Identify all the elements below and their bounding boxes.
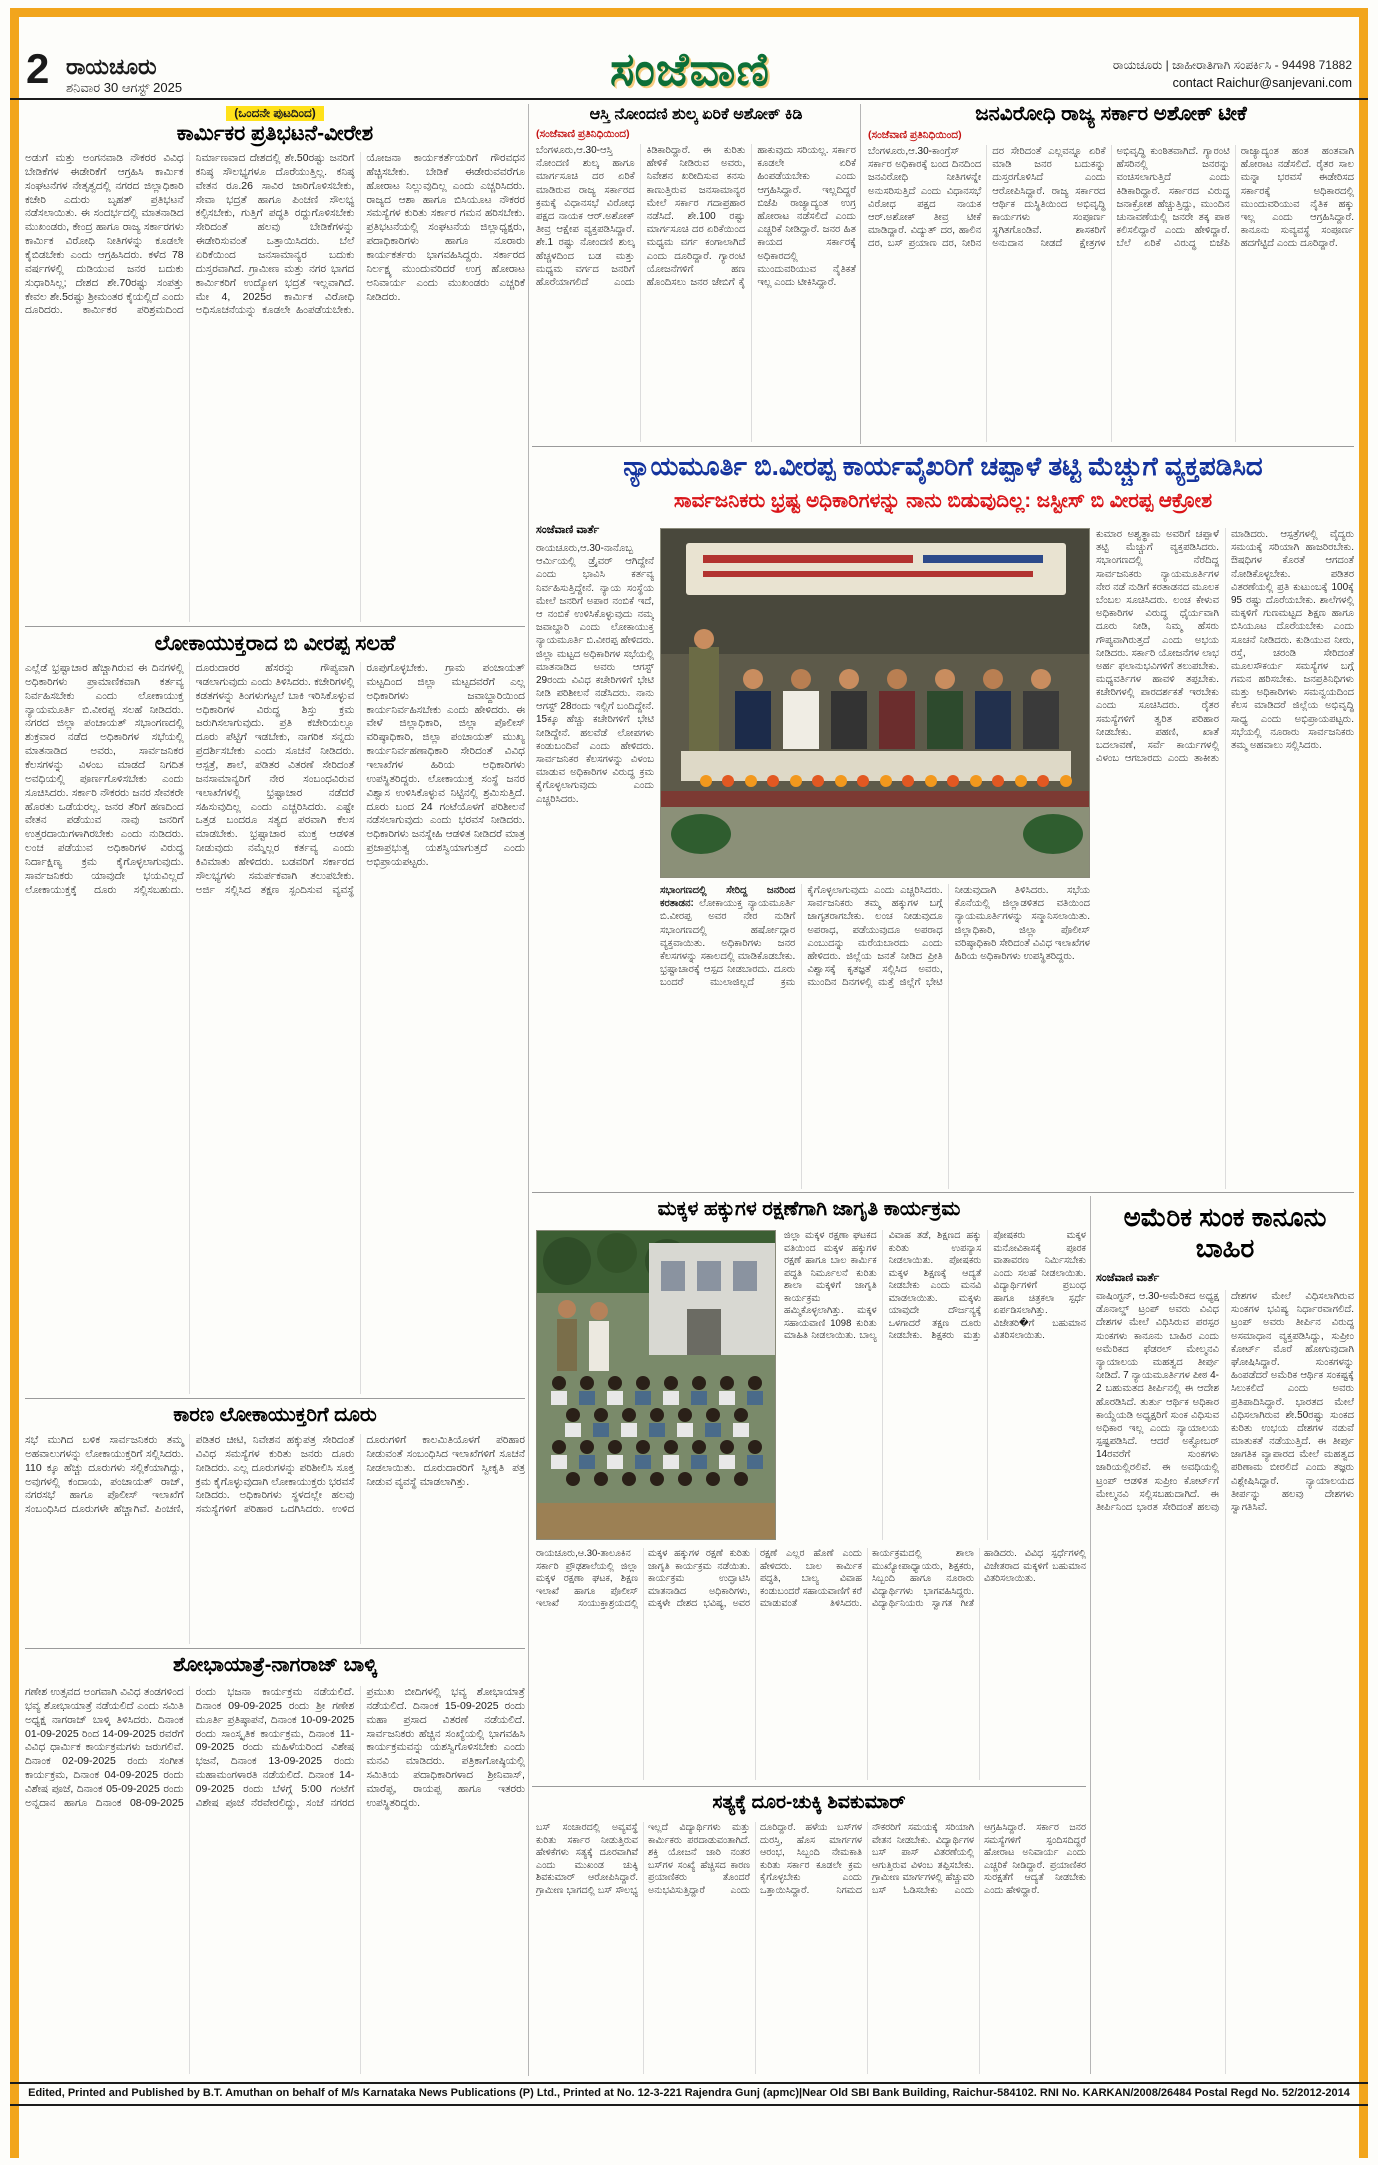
section-rule-1 (532, 446, 1354, 447)
labour-body: ಅಡುಗೆ ಮತ್ತು ಅಂಗನವಾಡಿ ನೌಕರರ ವಿವಿಧ ಬೇಡಿಕೆಗಳ ಈಡೇರಿಕೆಗೆ ಆಗ್ರಹಿಸಿ ಕಾರ್ಮಿಕ ಸಂಘಟನೆಗಳ ನೇತೃತ್ವದಲ್ಲಿ ನಗರದ ಜಿಲ್ಲಾಧಿಕಾರಿ ಕಚೇರಿ ಎದುರು ಬೃಹತ್ ಪ್ರತಿಭಟನೆ ನಡೆಸಲಾಯಿತು. ಈ ಸಂದರ್ಭದಲ್ಲಿ ಮಾತನಾಡಿದ ಮುಖಂಡರು, ಕೇಂದ್ರ ಹಾಗೂ ರಾಜ್ಯ ಸರ್ಕಾರಗಳು ಕಾರ್ಮಿಕ ವಿರೋಧಿ ನೀತಿಗಳನ್ನು ಕೂಡಲೇ ಕೈಬಿಡಬೇಕು ಎಂದು ಆಗ್ರಹಿಸಿದರು. ಕಳೆದ 78 ವರ್ಷಗಳಲ್ಲಿ ದುಡಿಯುವ ಜನರ ಬದುಕು ಸುಧಾರಿಸಿಲ್ಲ; ದೇಶದ ಶೇ.70ರಷ್ಟು ಸಂಪತ್ತು ಕೇವಲ ಶೇ.5ರಷ್ಟು ಶ್ರೀಮಂತರ ಕೈಯಲ್ಲಿದೆ ಎಂದು ದೂರಿದರು. ಕಾರ್ಮಿಕರ ಪರಿಶ್ರಮದಿಂದ ನಿರ್ಮಾಣವಾದ ದೇಶದಲ್ಲಿ ಶೇ.50ರಷ್ಟು ಜನರಿಗೆ ಕನಿಷ್ಠ ಸೌಲಭ್ಯಗಳೂ ದೊರೆಯುತ್ತಿಲ್ಲ. ಕನಿಷ್ಠ ವೇತನ ರೂ.26 ಸಾವಿರ ಜಾರಿಗೊಳಿಸಬೇಕು, ಸೇವಾ ಭದ್ರತೆ ಹಾಗೂ ಪಿಂಚಣಿ ಸೌಲಭ್ಯ ಕಲ್ಪಿಸಬೇಕು, ಗುತ್ತಿಗೆ ಪದ್ಧತಿ ರದ್ದುಗೊಳಿಸಬೇಕು ಸೇರಿದಂತೆ ಹಲವು ಬೇಡಿಕೆಗಳನ್ನು ಈಡೇರಿಸುವಂತೆ ಒತ್ತಾಯಿಸಿದರು. ಬೆಲೆ ಏರಿಕೆಯಿಂದ ಜನಸಾಮಾನ್ಯರ ಬದುಕು ದುಸ್ತರವಾಗಿದೆ. ಗ್ರಾಮೀಣ ಮತ್ತು ನಗರ ಭಾಗದ ಕಾರ್ಮಿಕರಿಗೆ ಉದ್ಯೋಗ ಭದ್ರತೆ ಇಲ್ಲವಾಗಿದೆ. ಮೇ 4, 2025ರ ಕಾರ್ಮಿಕ ವಿರೋಧಿ ಅಧಿಸೂಚನೆಯನ್ನು ಕೂಡಲೇ ಹಿಂಪಡೆಯಬೇಕು. ಯೋಜನಾ ಕಾರ್ಯಕರ್ತೆಯರಿಗೆ ಗೌರವಧನ ಹೆಚ್ಚಿಸಬೇಕು. ಬೇಡಿಕೆ ಈಡೇರುವವರೆಗೂ ಹೋರಾಟ ನಿಲ್ಲುವುದಿಲ್ಲ ಎಂದು ಎಚ್ಚರಿಸಿದರು. ರಾಜ್ಯದ ಆಶಾ ಹಾಗೂ ಬಿಸಿಯೂಟ ನೌಕರರ ಸಮಸ್ಯೆಗಳ ಕುರಿತು ಸರ್ಕಾರ ಗಮನ ಹರಿಸಬೇಕು. ಪ್ರತಿಭಟನೆಯಲ್ಲಿ ಸಂಘಟನೆಯ ಜಿಲ್ಲಾಧ್ಯಕ್ಷರು, ಪದಾಧಿಕಾರಿಗಳು ಹಾಗೂ ನೂರಾರು ಕಾರ್ಯಕರ್ತರು ಭಾಗವಹಿಸಿದ್ದರು. ಸರ್ಕಾರದ ನಿರ್ಲಕ್ಷ್ಯ ಮುಂದುವರಿದರೆ ಉಗ್ರ ಹೋರಾಟ ಅನಿವಾರ್ಯ ಎಂದು ಮುಖಂಡರು ಎಚ್ಚರಿಕೆ ನೀಡಿದರು. (25, 152, 525, 317)
justice-body-left: ರಾಯಚೂರು,ಆ.30-ನಾನೊಬ್ಬ ಆರ್ಮಿಯಲ್ಲಿ ಡ್ರೈವರ್ ಆಗಿದ್ದೇನೆ ಎಂದು ಭಾವಿಸಿ ಕರ್ತವ್ಯ ನಿರ್ವಹಿಸುತ್ತಿದ್ದೇನೆ. ನ್ಯಾಯ ಸಂಸ್ಥೆಯ ಮೇಲೆ ಜನರಿಗೆ ಅಪಾರ ನಂಬಿಕೆ ಇದೆ, ಆ ನಂಬಿಕೆ ಉಳಿಸಿಕೊಳ್ಳುವುದು ನಮ್ಮ ಜವಾಬ್ದಾರಿ ಎಂದು ಲೋಕಾಯುಕ್ತ ನ್ಯಾಯಮೂರ್ತಿ ಬಿ.ವೀರಪ್ಪ ಹೇಳಿದರು. ಜಿಲ್ಲಾ ಮಟ್ಟದ ಅಧಿಕಾರಿಗಳ ಸಭೆಯಲ್ಲಿ ಮಾತನಾಡಿದ ಅವರು ಆಗಸ್ಟ್ 29ರಂದು ವಿವಿಧ ಕಚೇರಿಗಳಿಗೆ ಭೇಟಿ ನೀಡಿ ಪರಿಶೀಲನೆ ನಡೆಸಿದರು. ನಾನು ಆಗಸ್ಟ್ 28ರಂದು ಇಲ್ಲಿಗೆ ಬಂದಿದ್ದೇನೆ. 15ಕ್ಕೂ ಹೆಚ್ಚು ಕಚೇರಿಗಳಿಗೆ ಭೇಟಿ ನೀಡಿದ್ದೇನೆ. ಹಲವೆಡೆ ಲೋಪಗಳು ಕಂಡುಬಂದಿವೆ ಎಂದು ಹೇಳಿದರು. ಸಾರ್ವಜನಿಕರ ಕೆಲಸಗಳನ್ನು ವಿಳಂಬ ಮಾಡುವ ಅಧಿಕಾರಿಗಳ ವಿರುದ್ಧ ಕ್ರಮ ಕೈಗೊಳ್ಳಲಾಗುವುದು ಎಂದು ಎಚ್ಚರಿಸಿದರು. (536, 543, 654, 805)
children-body-right: ಜಿಲ್ಲಾ ಮಕ್ಕಳ ರಕ್ಷಣಾ ಘಟಕದ ವತಿಯಿಂದ ಮಕ್ಕಳ ಹಕ್ಕುಗಳ ರಕ್ಷಣೆ ಹಾಗೂ ಬಾಲ ಕಾರ್ಮಿಕ ಪದ್ಧತಿ ನಿರ್ಮೂಲನೆ ಕುರಿತು ಶಾಲಾ ಮಕ್ಕಳಿಗೆ ಜಾಗೃತಿ ಕಾರ್ಯಕ್ರಮ ಹಮ್ಮಿಕೊಳ್ಳಲಾಗಿತ್ತು. ಮಕ್ಕಳ ಸಹಾಯವಾಣಿ 1098 ಕುರಿತು ಮಾಹಿತಿ ನೀಡಲಾಯಿತು. ಬಾಲ್ಯ ವಿವಾಹ ತಡೆ, ಶಿಕ್ಷಣದ ಹಕ್ಕು ಕುರಿತು ಉಪನ್ಯಾಸ ನೀಡಲಾಯಿತು. ಪೋಷಕರು ಮಕ್ಕಳ ಶಿಕ್ಷಣಕ್ಕೆ ಆದ್ಯತೆ ನೀಡಬೇಕು ಎಂದು ಮನವಿ ಮಾಡಲಾಯಿತು. ಮಕ್ಕಳು ಯಾವುದೇ ದೌರ್ಜನ್ಯಕ್ಕೆ ಒಳಗಾದರೆ ತಕ್ಷಣ ದೂರು ನೀಡಬೇಕು. ಶಿಕ್ಷಕರು ಮತ್ತು ಪೋಷಕರು ಮಕ್ಕಳ ಮನೋವಿಕಾಸಕ್ಕೆ ಪೂರಕ ವಾತಾವರಣ ನಿರ್ಮಿಸಬೇಕು ಎಂದು ಸಲಹೆ ನೀಡಲಾಯಿತು. ವಿದ್ಯಾರ್ಥಿಗಳಿಗೆ ಪ್ರಬಂಧ ಹಾಗೂ ಚಿತ್ರಕಲಾ ಸ್ಪರ್ಧೆ ಏರ್ಪಡಿಸಲಾಗಿತ್ತು. ವಿಜೇತರಿ�ಗೆ ಬಹುಮಾನ ವಿತರಿಸಲಾಯಿತು. (784, 1230, 1086, 1342)
property-byline: (ಸಂಜೆವಾಣಿ ಪ್ರತಿನಿಧಿಯಿಂದ) (536, 128, 630, 140)
contact-email: contact Raichur@sanjevani.com (1172, 76, 1352, 90)
satya-body: ಬಸ್ ಸಂಚಾರದಲ್ಲಿ ಅವ್ಯವಸ್ಥೆ ಕುರಿತು ಸರ್ಕಾರ ನೀಡುತ್ತಿರುವ ಹೇಳಿಕೆಗಳು ಸತ್ಯಕ್ಕೆ ದೂರವಾಗಿವೆ ಎಂದು ಮುಖಂಡ ಚುಕ್ಕಿ ಶಿವಕುಮಾರ್ ಆರೋಪಿಸಿದ್ದಾರೆ. ಗ್ರಾಮೀಣ ಭಾಗದಲ್ಲಿ ಬಸ್ ಸೌಲಭ್ಯ ಇಲ್ಲದೆ ವಿದ್ಯಾರ್ಥಿಗಳು ಮತ್ತು ಕಾರ್ಮಿಕರು ಪರದಾಡುವಂತಾಗಿದೆ. ಶಕ್ತಿ ಯೋಜನೆ ಜಾರಿ ನಂತರ ಬಸ್‌ಗಳ ಸಂಖ್ಯೆ ಹೆಚ್ಚಿಸದ ಕಾರಣ ಪ್ರಯಾಣಿಕರು ತೊಂದರೆ ಅನುಭವಿಸುತ್ತಿದ್ದಾರೆ ಎಂದು ದೂರಿದ್ದಾರೆ. ಹಳೆಯ ಬಸ್‌ಗಳ ದುರಸ್ತಿ, ಹೊಸ ಮಾರ್ಗಗಳ ಆರಂಭ, ಸಿಬ್ಬಂದಿ ನೇಮಕಾತಿ ಕುರಿತು ಸರ್ಕಾರ ಕೂಡಲೇ ಕ್ರಮ ಕೈಗೊಳ್ಳಬೇಕು ಎಂದು ಒತ್ತಾಯಿಸಿದ್ದಾರೆ. ನಿಗಮದ ನೌಕರರಿಗೆ ಸಮಯಕ್ಕೆ ಸರಿಯಾಗಿ ವೇತನ ನೀಡಬೇಕು. ವಿದ್ಯಾರ್ಥಿಗಳ ಬಸ್ ಪಾಸ್ ವಿತರಣೆಯಲ್ಲಿ ಆಗುತ್ತಿರುವ ವಿಳಂಬ ತಪ್ಪಿಸಬೇಕು. ಗ್ರಾಮೀಣ ಮಾರ್ಗಗಳಲ್ಲಿ ಹೆಚ್ಚುವರಿ ಬಸ್ ಓಡಿಸಬೇಕು ಎಂದು ಆಗ್ರಹಿಸಿದ್ದಾರೆ. ಸರ್ಕಾರ ಜನರ ಸಮಸ್ಯೆಗಳಿಗೆ ಸ್ಪಂದಿಸದಿದ್ದರೆ ಹೋರಾಟ ಅನಿವಾರ್ಯ ಎಂದು ಎಚ್ಚರಿಕೆ ನೀಡಿದ್ದಾರೆ. ಪ್ರಯಾಣಿಕರ ಸುರಕ್ಷತೆಗೆ ಆದ್ಯತೆ ನೀಡಬೇಕು ಎಂದು ಹೇಳಿದ್ದಾರೆ. (536, 1822, 1086, 1896)
footer-rule-top (10, 2082, 1368, 2084)
footer-rule-bottom (10, 2104, 1368, 2106)
page-number: 2 (26, 45, 50, 92)
procession-headline: ಶೋಭಾಯಾತ್ರೆ-ನಾಗರಾಜ್ ಬಾಳ್ಕಿ (172, 1654, 378, 1676)
justice-body-right: ಕುಮಾರ ಅಶ್ವತ್ಥಾಮ ಅವರಿಗೆ ಚಪ್ಪಾಳೆ ತಟ್ಟಿ ಮೆಚ್ಚುಗೆ ವ್ಯಕ್ತಪಡಿಸಿದರು. ಸಭಾಂಗಣದಲ್ಲಿ ನೆರೆದಿದ್ದ ಸಾರ್ವಜನಿಕರು ನ್ಯಾಯಮೂರ್ತಿಗಳ ನೇರ ನಡೆ ನುಡಿಗೆ ಕರತಾಡನದ ಮೂಲಕ ಬೆಂಬಲ ಸೂಚಿಸಿದರು. ಲಂಚ ಕೇಳುವ ಅಧಿಕಾರಿಗಳ ವಿರುದ್ಧ ಧೈರ್ಯವಾಗಿ ದೂರು ನೀಡಿ, ನಿಮ್ಮ ಹೆಸರು ಗೌಪ್ಯವಾಗಿರುತ್ತದೆ ಎಂದು ಅಭಯ ನೀಡಿದರು. ಸರ್ಕಾರಿ ಯೋಜನೆಗಳ ಲಾಭ ಅರ್ಹ ಫಲಾನುಭವಿಗಳಿಗೆ ತಲುಪಬೇಕು. ಮಧ್ಯವರ್ತಿಗಳ ಹಾವಳಿ ತಪ್ಪಬೇಕು. ಕಚೇರಿಗಳಲ್ಲಿ ಪಾರದರ್ಶಕತೆ ಇರಬೇಕು ಎಂದು ಸೂಚಿಸಿದರು. ರೈತರ ಸಮಸ್ಯೆಗಳಿಗೆ ತ್ವರಿತ ಪರಿಹಾರ ನೀಡಬೇಕು. ಪಹಣಿ, ಖಾತೆ ಬದಲಾವಣೆ, ಸರ್ವೆ ಕಾರ್ಯಗಳಲ್ಲಿ ವಿಳಂಬ ಆಗಬಾರದು ಎಂದು ತಾಕೀತು ಮಾಡಿದರು. ಆಸ್ಪತ್ರೆಗಳಲ್ಲಿ ವೈದ್ಯರು ಸಮಯಕ್ಕೆ ಸರಿಯಾಗಿ ಹಾಜರಿರಬೇಕು. ಔಷಧಿಗಳ ಕೊರತೆ ಆಗದಂತೆ ನೋಡಿಕೊಳ್ಳಬೇಕು. ಪಡಿತರ ವಿತರಣೆಯಲ್ಲಿ ಪ್ರತಿ ಕುಟುಂಬಕ್ಕೆ 100ಕ್ಕೆ 95 ರಷ್ಟು ದೊರೆಯಬೇಕು. ಶಾಲೆಗಳಲ್ಲಿ ಮಕ್ಕಳಿಗೆ ಗುಣಮಟ್ಟದ ಶಿಕ್ಷಣ ಹಾಗೂ ಬಿಸಿಯೂಟ ದೊರೆಯಬೇಕು ಎಂದು ಸೂಚನೆ ನೀಡಿದರು. ಕುಡಿಯುವ ನೀರು, ರಸ್ತೆ, ಚರಂಡಿ ಸೇರಿದಂತೆ ಮೂಲಸೌಕರ್ಯ ಸಮಸ್ಯೆಗಳ ಬಗ್ಗೆ ಗಮನ ಹರಿಸಬೇಕು. ಜನಪ್ರತಿನಿಧಿಗಳು ಮತ್ತು ಅಧಿಕಾರಿಗಳು ಸಮನ್ವಯದಿಂದ ಕೆಲಸ ಮಾಡಿದರೆ ಜಿಲ್ಲೆಯ ಅಭಿವೃದ್ಧಿ ಸಾಧ್ಯ ಎಂದು ಅಭಿಪ್ರಾಯಪಟ್ಟರು. ಸಭೆಯಲ್ಲಿ ನೂರಾರು ಸಾರ್ವಜನಿಕರು ತಮ್ಮ ಅಹವಾಲು ಸಲ್ಲಿಸಿದರು. (1096, 529, 1354, 765)
justice-body-bottom (660, 884, 1090, 1189)
children-body-bottom: ರಾಯಚೂರು,ಆ.30-ತಾಲೂಕಿನ ಸರ್ಕಾರಿ ಪ್ರೌಢಶಾಲೆಯಲ್ಲಿ ಜಿಲ್ಲಾ ಮಕ್ಕಳ ರಕ್ಷಣಾ ಘಟಕ, ಶಿಕ್ಷಣ ಇಲಾಖೆ ಹಾಗೂ ಪೊಲೀಸ್ ಇಲಾಖೆ ಸಂಯುಕ್ತಾಶ್ರಯದಲ್ಲಿ ಮಕ್ಕಳ ಹಕ್ಕುಗಳ ರಕ್ಷಣೆ ಕುರಿತು ಜಾಗೃತಿ ಕಾರ್ಯಕ್ರಮ ನಡೆಯಿತು. ಕಾರ್ಯಕ್ರಮ ಉದ್ಘಾಟಿಸಿ ಮಾತನಾಡಿದ ಅಧಿಕಾರಿಗಳು, ಮಕ್ಕಳೇ ದೇಶದ ಭವಿಷ್ಯ, ಅವರ ರಕ್ಷಣೆ ಎಲ್ಲರ ಹೊಣೆ ಎಂದು ಹೇಳಿದರು. ಬಾಲ ಕಾರ್ಮಿಕ ಪದ್ಧತಿ, ಬಾಲ್ಯ ವಿವಾಹ ಕಂಡುಬಂದರೆ ಸಹಾಯವಾಣಿಗೆ ಕರೆ ಮಾಡುವಂತೆ ತಿಳಿಸಿದರು. ಕಾರ್ಯಕ್ರಮದಲ್ಲಿ ಶಾಲಾ ಮುಖ್ಯೋಪಾಧ್ಯಾಯರು, ಶಿಕ್ಷಕರು, ಸಿಬ್ಬಂದಿ ಹಾಗೂ ನೂರಾರು ವಿದ್ಯಾರ್ಥಿಗಳು ಭಾಗವಹಿಸಿದ್ದರು. ವಿದ್ಯಾರ್ಥಿನಿಯರು ಸ್ವಾಗತ ಗೀತೆ ಹಾಡಿದರು. ವಿವಿಧ ಸ್ಪರ್ಧೆಗಳಲ್ಲಿ ವಿಜೇತರಾದ ಮಕ್ಕಳಿಗೆ ಬಹುಮಾನ ವಿತರಿಸಲಾಯಿತು. (536, 1548, 1086, 1610)
america-body: ವಾಷಿಂಗ್ಟನ್, ಆ.30-ಅಮೆರಿಕದ ಅಧ್ಯಕ್ಷ ಡೊನಾಲ್ಡ್ ಟ್ರಂಪ್ ಅವರು ವಿವಿಧ ದೇಶಗಳ ಮೇಲೆ ವಿಧಿಸಿರುವ ಪರಸ್ಪರ ಸುಂಕಗಳು ಕಾನೂನು ಬಾಹಿರ ಎಂದು ಅಮೆರಿಕದ ಫೆಡರಲ್ ಮೇಲ್ಮನವಿ ನ್ಯಾಯಾಲಯ ಮಹತ್ವದ ತೀರ್ಪು ನೀಡಿದೆ. 7 ನ್ಯಾಯಮೂರ್ತಿಗಳ ಪೀಠ 4-2 ಬಹುಮತದ ತೀರ್ಪಿನಲ್ಲಿ ಈ ಆದೇಶ ಹೊರಡಿಸಿದೆ. ತುರ್ತು ಆರ್ಥಿಕ ಅಧಿಕಾರ ಕಾಯ್ದೆಯಡಿ ಅಧ್ಯಕ್ಷರಿಗೆ ಸುಂಕ ವಿಧಿಸುವ ಅಧಿಕಾರ ಇಲ್ಲ ಎಂದು ನ್ಯಾಯಾಲಯ ಸ್ಪಷ್ಟಪಡಿಸಿದೆ. ಆದರೆ ಅಕ್ಟೋಬರ್ 14ರವರೆಗೆ ಸುಂಕಗಳು ಜಾರಿಯಲ್ಲಿರಲಿವೆ. ಈ ಅವಧಿಯಲ್ಲಿ ಟ್ರಂಪ್ ಆಡಳಿತ ಸುಪ್ರೀಂ ಕೋರ್ಟ್‌ಗೆ ಮೇಲ್ಮನವಿ ಸಲ್ಲಿಸಬಹುದಾಗಿದೆ. ಈ ತೀರ್ಪಿನಿಂದ ಭಾರತ ಸೇರಿದಂತೆ ಹಲವು ದೇಶಗಳ ಮೇಲೆ ವಿಧಿಸಲಾಗಿರುವ ಸುಂಕಗಳ ಭವಿಷ್ಯ ನಿರ್ಧಾರವಾಗಲಿದೆ. ಟ್ರಂಪ್ ಅವರು ತೀರ್ಪಿನ ವಿರುದ್ಧ ಅಸಮಾಧಾನ ವ್ಯಕ್ತಪಡಿಸಿದ್ದು, ಸುಪ್ರೀಂ ಕೋರ್ಟ್ ಮೊರೆ ಹೋಗುವುದಾಗಿ ಘೋಷಿಸಿದ್ದಾರೆ. ಸುಂಕಗಳನ್ನು ಹಿಂಪಡೆದರೆ ಅಮೆರಿಕ ಆರ್ಥಿಕ ಸಂಕಷ್ಟಕ್ಕೆ ಸಿಲುಕಲಿದೆ ಎಂದು ಅವರು ಪ್ರತಿಪಾದಿಸಿದ್ದಾರೆ. ಭಾರತದ ಮೇಲೆ ವಿಧಿಸಲಾಗಿರುವ ಶೇ.50ರಷ್ಟು ಸುಂಕದ ಕುರಿತು ಉಭಯ ದೇಶಗಳ ನಡುವೆ ಮಾತುಕತೆ ನಡೆಯುತ್ತಿದೆ. ಈ ತೀರ್ಪು ಜಾಗತಿಕ ವ್ಯಾಪಾರದ ಮೇಲೆ ಮಹತ್ವದ ಪರಿಣಾಮ ಬೀರಲಿದೆ ಎಂದು ತಜ್ಞರು ವಿಶ್ಲೇಷಿಸಿದ್ದಾರೆ. ನ್ಯಾಯಾಲಯದ ತೀರ್ಪನ್ನು ಹಲವು ದೇಶಗಳು ಸ್ವಾಗತಿಸಿವೆ. (1096, 1291, 1354, 1513)
procession-body: ಗಣೇಶ ಉತ್ಸವದ ಅಂಗವಾಗಿ ವಿವಿಧ ತಂಡಗಳಿಂದ ಭವ್ಯ ಶೋಭಾಯಾತ್ರೆ ನಡೆಯಲಿದೆ ಎಂದು ಸಮಿತಿ ಅಧ್ಯಕ್ಷ ನಾಗರಾಜ್ ಬಾಳ್ಕಿ ತಿಳಿಸಿದರು. ದಿನಾಂಕ 01-09-2025 ರಿಂದ 14-09-2025 ರವರೆಗೆ ವಿವಿಧ ಧಾರ್ಮಿಕ ಕಾರ್ಯಕ್ರಮಗಳು ಜರುಗಲಿವೆ. ದಿನಾಂಕ 02-09-2025 ರಂದು ಸಂಗೀತ ಕಾರ್ಯಕ್ರಮ, ದಿನಾಂಕ 04-09-2025 ರಂದು ವಿಶೇಷ ಪೂಜೆ, ದಿನಾಂಕ 05-09-2025 ರಂದು ಅನ್ನದಾನ ಹಾಗೂ ದಿನಾಂಕ 08-09-2025 ರಂದು ಭಜನಾ ಕಾರ್ಯಕ್ರಮ ನಡೆಯಲಿದೆ. ದಿನಾಂಕ 09-09-2025 ರಂದು ಶ್ರೀ ಗಣೇಶ ಮೂರ್ತಿ ಪ್ರತಿಷ್ಠಾಪನೆ, ದಿನಾಂಕ 10-09-2025 ರಂದು ಸಾಂಸ್ಕೃತಿಕ ಕಾರ್ಯಕ್ರಮ, ದಿನಾಂಕ 11-09-2025 ರಂದು ಮಹಿಳೆಯರಿಂದ ವಿಶೇಷ ಭಜನೆ, ದಿನಾಂಕ 13-09-2025 ರಂದು ಮಹಾಮಂಗಳಾರತಿ ನಡೆಯಲಿದೆ. ದಿನಾಂಕ 14-09-2025 ರಂದು ಬೆಳಗ್ಗೆ 5:00 ಗಂಟೆಗೆ ವಿಶೇಷ ಪೂಜೆ ನೆರವೇರಲಿದ್ದು, ಸಂಜೆ ನಗರದ ಪ್ರಮುಖ ಬೀದಿಗಳಲ್ಲಿ ಭವ್ಯ ಶೋಭಾಯಾತ್ರೆ ನಡೆಯಲಿದೆ. ದಿನಾಂಕ 15-09-2025 ರಂದು ಮಹಾ ಪ್ರಸಾದ ವಿತರಣೆ ನಡೆಯಲಿದೆ. ಸಾರ್ವಜನಿಕರು ಹೆಚ್ಚಿನ ಸಂಖ್ಯೆಯಲ್ಲಿ ಭಾಗವಹಿಸಿ ಕಾರ್ಯಕ್ರಮವನ್ನು ಯಶಸ್ವಿಗೊಳಿಸಬೇಕು ಎಂದು ಮನವಿ ಮಾಡಿದರು. ಪತ್ರಿಕಾಗೋಷ್ಠಿಯಲ್ಲಿ ಸಮಿತಿಯ ಪದಾಧಿಕಾರಿಗಳಾದ ಶ್ರೀನಿವಾಸ್, ಮಾರೆಪ್ಪ, ರಾಯಪ್ಪ ಹಾಗೂ ಇತರರು ಉಪಸ್ಥಿತರಿದ್ದರು. (25, 1686, 525, 1809)
labour-headline: ಕಾರ್ಮಿಕರ ಪ್ರತಿಭಟನೆ-ವೀರೇಶ (176, 122, 374, 145)
event-photo (660, 528, 1090, 878)
justice-photo-caption: ಸಭಾಂಗಣದಲ್ಲಿ ಸೇರಿದ್ದ ಜನರಿಂದ ಕರತಾಡನ: (660, 885, 796, 910)
left-divider-1 (25, 626, 525, 627)
justice-bottom-text: ಲೋಕಾಯುಕ್ತ ನ್ಯಾಯಮೂರ್ತಿ ಬಿ.ವೀರಪ್ಪ ಅವರ ನೇರ ನುಡಿಗೆ ಸಭಾಂಗಣದಲ್ಲಿ ಹರ್ಷೋದ್ಗಾರ ವ್ಯಕ್ತವಾಯಿತು. ಅಧಿಕಾರಿಗಳು ಜನರ ಕೆಲಸಗಳನ್ನು ಸಕಾಲದಲ್ಲಿ ಮಾಡಿಕೊಡಬೇಕು. ಭ್ರಷ್ಟಾಚಾರಕ್ಕೆ ಆಸ್ಪದ ನೀಡಬಾರದು. ದೂರು ಬಂದರೆ ಮುಲಾಜಿಲ್ಲದೆ ಕ್ರಮ ಕೈಗೊಳ್ಳಲಾಗುವುದು ಎಂದು ಎಚ್ಚರಿಸಿದರು. ಸಾರ್ವಜನಿಕರು ತಮ್ಮ ಹಕ್ಕುಗಳ ಬಗ್ಗೆ ಜಾಗೃತರಾಗಬೇಕು. ಲಂಚ ನೀಡುವುದೂ ಅಪರಾಧ, ಪಡೆಯುವುದೂ ಅಪರಾಧ ಎಂಬುದನ್ನು ಮರೆಯಬಾರದು ಎಂದು ಹೇಳಿದರು. ಜಿಲ್ಲೆಯ ಜನತೆ ನೀಡಿದ ಪ್ರೀತಿ ವಿಶ್ವಾಸಕ್ಕೆ ಕೃತಜ್ಞತೆ ಸಲ್ಲಿಸಿದ ಅವರು, ಮುಂದಿನ ದಿನಗಳಲ್ಲಿ ಮತ್ತೆ ಜಿಲ್ಲೆಗೆ ಭೇಟಿ ನೀಡುವುದಾಗಿ ತಿಳಿಸಿದರು. ಸಭೆಯ ಕೊನೆಯಲ್ಲಿ ಜಿಲ್ಲಾಡಳಿತದ ವತಿಯಿಂದ ನ್ಯಾಯಮೂರ್ತಿಗಳನ್ನು ಸನ್ಮಾನಿಸಲಾಯಿತು. ಜಿಲ್ಲಾಧಿಕಾರಿ, ಜಿಲ್ಲಾ ಪೊಲೀಸ್ ವರಿಷ್ಠಾಧಿಕಾರಿ ಸೇರಿದಂತೆ ವಿವಿಧ ಇಲಾಖೆಗಳ ಹಿರಿಯ ಅಧಿಕಾರಿಗಳು ಉಪಸ್ಥಿತರಿದ್ದರು. (660, 885, 1090, 989)
column-rule-midtop (860, 104, 861, 444)
justice-byline: ಸಂಜೆವಾಣಿ ವಾರ್ತೆ (536, 524, 600, 536)
advice-body: ಎಲ್ಲೆಡೆ ಭ್ರಷ್ಟಾಚಾರ ಹೆಚ್ಚಾಗಿರುವ ಈ ದಿನಗಳಲ್ಲಿ ಅಧಿಕಾರಿಗಳು ಪ್ರಾಮಾಣಿಕವಾಗಿ ಕರ್ತವ್ಯ ನಿರ್ವಹಿಸಬೇಕು ಎಂದು ಲೋಕಾಯುಕ್ತ ನ್ಯಾಯಮೂರ್ತಿ ಬಿ.ವೀರಪ್ಪ ಸಲಹೆ ನೀಡಿದರು. ನಗರದ ಜಿಲ್ಲಾ ಪಂಚಾಯತ್ ಸಭಾಂಗಣದಲ್ಲಿ ಶುಕ್ರವಾರ ನಡೆದ ಅಧಿಕಾರಿಗಳ ಸಭೆಯಲ್ಲಿ ಮಾತನಾಡಿದ ಅವರು, ಸಾರ್ವಜನಿಕರ ಕೆಲಸಗಳನ್ನು ವಿಳಂಬ ಮಾಡದೆ ನಿಗದಿತ ಅವಧಿಯಲ್ಲಿ ಪೂರ್ಣಗೊಳಿಸಬೇಕು ಎಂದು ಸೂಚಿಸಿದರು. ಸರ್ಕಾರಿ ನೌಕರರು ಜನರ ಸೇವಕರೇ ಹೊರತು ಒಡೆಯರಲ್ಲ. ಜನರ ತೆರಿಗೆ ಹಣದಿಂದ ವೇತನ ಪಡೆಯುವ ನಾವು ಜನರಿಗೆ ಉತ್ತರದಾಯಿಗಳಾಗಿರಬೇಕು ಎಂದು ನುಡಿದರು. ಲಂಚ ಪಡೆಯುವ ಅಧಿಕಾರಿಗಳ ವಿರುದ್ಧ ನಿರ್ದಾಕ್ಷಿಣ್ಯ ಕ್ರಮ ಕೈಗೊಳ್ಳಲಾಗುವುದು. ಸಾರ್ವಜನಿಕರು ಯಾವುದೇ ಭಯವಿಲ್ಲದೆ ಲೋಕಾಯುಕ್ತಕ್ಕೆ ದೂರು ಸಲ್ಲಿಸಬಹುದು. ದೂರುದಾರರ ಹೆಸರನ್ನು ಗೌಪ್ಯವಾಗಿ ಇಡಲಾಗುವುದು ಎಂದು ತಿಳಿಸಿದರು. ಕಚೇರಿಗಳಲ್ಲಿ ಕಡತಗಳನ್ನು ತಿಂಗಳುಗಟ್ಟಲೆ ಬಾಕಿ ಇರಿಸಿಕೊಳ್ಳುವ ಅಧಿಕಾರಿಗಳ ವಿರುದ್ಧ ಶಿಸ್ತು ಕ್ರಮ ಜರುಗಿಸಲಾಗುವುದು. ಪ್ರತಿ ಕಚೇರಿಯಲ್ಲೂ ದೂರು ಪೆಟ್ಟಿಗೆ ಇಡಬೇಕು, ನಾಗರಿಕ ಸನ್ನದು ಪ್ರದರ್ಶಿಸಬೇಕು ಎಂದು ಸೂಚನೆ ನೀಡಿದರು. ಆಸ್ಪತ್ರೆ, ಶಾಲೆ, ಪಡಿತರ ವಿತರಣೆ ಸೇರಿದಂತೆ ಜನಸಾಮಾನ್ಯರಿಗೆ ನೇರ ಸಂಬಂಧವಿರುವ ಇಲಾಖೆಗಳಲ್ಲಿ ಭ್ರಷ್ಟಾಚಾರ ನಡೆದರೆ ಸಹಿಸುವುದಿಲ್ಲ ಎಂದು ಎಚ್ಚರಿಸಿದರು. ಎಷ್ಟೇ ಒತ್ತಡ ಬಂದರೂ ಸತ್ಯದ ಪರವಾಗಿ ಕೆಲಸ ಮಾಡಬೇಕು. ಭ್ರಷ್ಟಾಚಾರ ಮುಕ್ತ ಆಡಳಿತ ನೀಡುವುದು ನಮ್ಮೆಲ್ಲರ ಕರ್ತವ್ಯ ಎಂದು ಕಿವಿಮಾತು ಹೇಳಿದರು. ಬಡವರಿಗೆ ಸರ್ಕಾರದ ಸೌಲಭ್ಯಗಳು ಸಮರ್ಪಕವಾಗಿ ತಲುಪಬೇಕು. ಅರ್ಜಿ ಸಲ್ಲಿಸಿದ ತಕ್ಷಣ ಸ್ಪಂದಿಸುವ ವ್ಯವಸ್ಥೆ ರೂಪುಗೊಳ್ಳಬೇಕು. ಗ್ರಾಮ ಪಂಚಾಯತ್ ಮಟ್ಟದಿಂದ ಜಿಲ್ಲಾ ಮಟ್ಟದವರೆಗೆ ಎಲ್ಲ ಅಧಿಕಾರಿಗಳು ಜವಾಬ್ದಾರಿಯಿಂದ ಕಾರ್ಯನಿರ್ವಹಿಸಬೇಕು ಎಂದು ಹೇಳಿದರು. ಈ ವೇಳೆ ಜಿಲ್ಲಾಧಿಕಾರಿ, ಜಿಲ್ಲಾ ಪೊಲೀಸ್ ವರಿಷ್ಠಾಧಿಕಾರಿ, ಜಿಲ್ಲಾ ಪಂಚಾಯತ್ ಮುಖ್ಯ ಕಾರ್ಯನಿರ್ವಹಣಾಧಿಕಾರಿ ಸೇರಿದಂತೆ ವಿವಿಧ ಇಲಾಖೆಗಳ ಹಿರಿಯ ಅಧಿಕಾರಿಗಳು ಉಪಸ್ಥಿತರಿದ್ದರು. ಲೋಕಾಯುಕ್ತ ಸಂಸ್ಥೆ ಜನರ ವಿಶ್ವಾಸ ಉಳಿಸಿಕೊಳ್ಳುವ ನಿಟ್ಟಿನಲ್ಲಿ ಶ್ರಮಿಸುತ್ತಿದೆ. ದೂರು ಬಂದ 24 ಗಂಟೆಯೊಳಗೆ ಪರಿಶೀಲನೆ ನಡೆಸಲಾಗುವುದು ಎಂದು ಭರವಸೆ ನೀಡಿದರು. ಅಧಿಕಾರಿಗಳು ಜನಸ್ನೇಹಿ ಆಡಳಿತ ನೀಡಿದರೆ ಮಾತ್ರ ಪ್ರಜಾಪ್ರಭುತ್ವ ಯಶಸ್ವಿಯಾಗುತ್ತದೆ ಎಂದು ಅಭಿಪ್ರಾಯಪಟ್ಟರು. (25, 662, 525, 896)
section-rule-2 (532, 1192, 1354, 1193)
imprint-line: Edited, Printed and Published by B.T. Amuthan on behalf of M/s Karnataka News Publications (P) Ltd., Printed at No. 12-3-221 Rajendra Gunj (apmc)|Near Old SBI Bank Building, Raichur-584102. RNI No. KARKAN/2008/26484 Postal Regd No. 52/2012-2014 (28, 2087, 1350, 2099)
antipeople-body: ಬೆಂಗಳೂರು,ಆ.30-ಕಾಂಗ್ರೆಸ್ ಸರ್ಕಾರ ಅಧಿಕಾರಕ್ಕೆ ಬಂದ ದಿನದಿಂದ ಜನವಿರೋಧಿ ನೀತಿಗಳನ್ನೇ ಅನುಸರಿಸುತ್ತಿದೆ ಎಂದು ವಿಧಾನಸಭೆ ವಿರೋಧ ಪಕ್ಷದ ನಾಯಕ ಆರ್.ಅಶೋಕ್ ತೀವ್ರ ಟೀಕೆ ಮಾಡಿದ್ದಾರೆ. ವಿದ್ಯುತ್ ದರ, ಹಾಲಿನ ದರ, ಬಸ್ ಪ್ರಯಾಣ ದರ, ನೀರಿನ ದರ ಸೇರಿದಂತೆ ಎಲ್ಲವನ್ನೂ ಏರಿಕೆ ಮಾಡಿ ಜನರ ಬದುಕನ್ನು ದುಸ್ತರಗೊಳಿಸಿದೆ ಎಂದು ಆರೋಪಿಸಿದ್ದಾರೆ. ರಾಜ್ಯ ಸರ್ಕಾರದ ಆರ್ಥಿಕ ದುಸ್ಥಿತಿಯಿಂದ ಅಭಿವೃದ್ಧಿ ಕಾರ್ಯಗಳು ಸಂಪೂರ್ಣ ಸ್ಥಗಿತಗೊಂಡಿವೆ. ಶಾಸಕರಿಗೆ ಅನುದಾನ ನೀಡದೆ ಕ್ಷೇತ್ರಗಳ ಅಭಿವೃದ್ಧಿ ಕುಂಠಿತವಾಗಿದೆ. ಗ್ಯಾರಂಟಿ ಹೆಸರಿನಲ್ಲಿ ಜನರನ್ನು ವಂಚಿಸಲಾಗುತ್ತಿದೆ ಎಂದು ಕಿಡಿಕಾರಿದ್ದಾರೆ. ಸರ್ಕಾರದ ವಿರುದ್ಧ ಜನಾಕ್ರೋಶ ಹೆಚ್ಚುತ್ತಿದ್ದು, ಮುಂದಿನ ಚುನಾವಣೆಯಲ್ಲಿ ಜನರೇ ತಕ್ಕ ಪಾಠ ಕಲಿಸಲಿದ್ದಾರೆ ಎಂದು ಹೇಳಿದ್ದಾರೆ. ಬೆಲೆ ಏರಿಕೆ ವಿರುದ್ಧ ಬಿಜೆಪಿ ರಾಜ್ಯಾದ್ಯಂತ ಹಂತ ಹಂತವಾಗಿ ಹೋರಾಟ ನಡೆಸಲಿದೆ. ರೈತರ ಸಾಲ ಮನ್ನಾ ಭರವಸೆ ಈಡೇರಿಸದ ಸರ್ಕಾರಕ್ಕೆ ಅಧಿಕಾರದಲ್ಲಿ ಮುಂದುವರಿಯುವ ನೈತಿಕ ಹಕ್ಕು ಇಲ್ಲ ಎಂದು ಆಗ್ರಹಿಸಿದ್ದಾರೆ. ಕಾನೂನು ಸುವ್ಯವಸ್ಥೆ ಸಂಪೂರ್ಣ ಹದಗೆಟ್ಟಿದೆ ಎಂದು ದೂರಿದ್ದಾರೆ. (868, 146, 1354, 250)
contact-line: ರಾಯಚೂರು | ಜಾಹೀರಾತಿಗಾಗಿ ಸಂಪರ್ಕಿಸಿ - 94498 71882 (1112, 58, 1352, 72)
antipeople-byline: (ಸಂಜೆವಾಣಿ ಪ್ರತಿನಿಧಿಯಿಂದ) (868, 129, 962, 141)
complaint-body: ಸಭೆ ಮುಗಿದ ಬಳಿಕ ಸಾರ್ವಜನಿಕರು ತಮ್ಮ ಅಹವಾಲುಗಳನ್ನು ಲೋಕಾಯುಕ್ತರಿಗೆ ಸಲ್ಲಿಸಿದರು. 110 ಕ್ಕೂ ಹೆಚ್ಚು ದೂರುಗಳು ಸಲ್ಲಿಕೆಯಾಗಿದ್ದು, ಅವುಗಳಲ್ಲಿ ಕಂದಾಯ, ಪಂಚಾಯತ್ ರಾಜ್, ನಗರಸಭೆ ಹಾಗೂ ಪೊಲೀಸ್ ಇಲಾಖೆಗೆ ಸಂಬಂಧಿಸಿದ ದೂರುಗಳೇ ಹೆಚ್ಚಾಗಿವೆ. ಪಿಂಚಣಿ, ಪಡಿತರ ಚೀಟಿ, ನಿವೇಶನ ಹಕ್ಕುಪತ್ರ ಸೇರಿದಂತೆ ವಿವಿಧ ಸಮಸ್ಯೆಗಳ ಕುರಿತು ಜನರು ದೂರು ನೀಡಿದರು. ಎಲ್ಲ ದೂರುಗಳನ್ನು ಪರಿಶೀಲಿಸಿ ಸೂಕ್ತ ಕ್ರಮ ಕೈಗೊಳ್ಳುವುದಾಗಿ ಲೋಕಾಯುಕ್ತರು ಭರವಸೆ ನೀಡಿದರು. ಅಧಿಕಾರಿಗಳು ಸ್ಥಳದಲ್ಲೇ ಹಲವು ಸಮಸ್ಯೆಗಳಿಗೆ ಪರಿಹಾರ ಒದಗಿಸಿದರು. ಉಳಿದ ದೂರುಗಳಿಗೆ ಕಾಲಮಿತಿಯೊಳಗೆ ಪರಿಹಾರ ನೀಡುವಂತೆ ಸಂಬಂಧಿಸಿದ ಇಲಾಖೆಗಳಿಗೆ ಸೂಚನೆ ನೀಡಲಾಯಿತು. ದೂರುದಾರರಿಗೆ ಸ್ವೀಕೃತಿ ಪತ್ರ ನೀಡುವ ವ್ಯವಸ್ಥೆ ಮಾಡಲಾಗಿತ್ತು. (25, 1434, 525, 1516)
property-body: ಬೆಂಗಳೂರು,ಆ.30-ಆಸ್ತಿ ನೋಂದಣಿ ಶುಲ್ಕ ಹಾಗೂ ಮಾರ್ಗಸೂಚಿ ದರ ಏರಿಕೆ ಮಾಡಿರುವ ರಾಜ್ಯ ಸರ್ಕಾರದ ಕ್ರಮಕ್ಕೆ ವಿಧಾನಸಭೆ ವಿರೋಧ ಪಕ್ಷದ ನಾಯಕ ಆರ್.ಅಶೋಕ್ ತೀವ್ರ ಆಕ್ಷೇಪ ವ್ಯಕ್ತಪಡಿಸಿದ್ದಾರೆ. ಶೇ.1 ರಷ್ಟು ನೋಂದಣಿ ಶುಲ್ಕ ಹೆಚ್ಚಳದಿಂದ ಬಡ ಮತ್ತು ಮಧ್ಯಮ ವರ್ಗದ ಜನರಿಗೆ ಹೊರೆಯಾಗಲಿದೆ ಎಂದು ಕಿಡಿಕಾರಿದ್ದಾರೆ. ಈ ಕುರಿತು ಹೇಳಿಕೆ ನೀಡಿರುವ ಅವರು, ನಿವೇಶನ ಖರೀದಿಸುವ ಕನಸು ಕಾಣುತ್ತಿರುವ ಜನಸಾಮಾನ್ಯರ ಮೇಲೆ ಸರ್ಕಾರ ಗದಾಪ್ರಹಾರ ನಡೆಸಿದೆ. ಶೇ.100 ರಷ್ಟು ಮಾರ್ಗಸೂಚಿ ದರ ಏರಿಕೆಯಿಂದ ಮಧ್ಯಮ ವರ್ಗ ಕಂಗಾಲಾಗಿದೆ ಎಂದು ದೂರಿದ್ದಾರೆ. ಗ್ಯಾರಂಟಿ ಯೋಜನೆಗಳಿಗೆ ಹಣ ಹೊಂದಿಸಲು ಜನರ ಜೇಬಿಗೆ ಕೈ ಹಾಕುವುದು ಸರಿಯಲ್ಲ. ಸರ್ಕಾರ ಕೂಡಲೇ ಏರಿಕೆ ಹಿಂಪಡೆಯಬೇಕು ಎಂದು ಆಗ್ರಹಿಸಿದ್ದಾರೆ. ಇಲ್ಲದಿದ್ದರೆ ಬಿಜೆಪಿ ರಾಜ್ಯಾದ್ಯಂತ ಉಗ್ರ ಹೋರಾಟ ನಡೆಸಲಿದೆ ಎಂದು ಎಚ್ಚರಿಕೆ ನೀಡಿದ್ದಾರೆ. ಜನರ ಹಿತ ಕಾಯದ ಸರ್ಕಾರಕ್ಕೆ ಅಧಿಕಾರದಲ್ಲಿ ಮುಂದುವರಿಯುವ ನೈತಿಕತೆ ಇಲ್ಲ ಎಂದು ಟೀಕಿಸಿದ್ದಾರೆ. (536, 145, 856, 288)
awareness-photo (536, 1230, 776, 1540)
justice-headline-main: ನ್ಯಾಯಮೂರ್ತಿ ಬಿ.ವೀರಪ್ಪ ಕಾರ್ಯವೈಖರಿಗೆ ಚಪ್ಪಾಳೆ ತಟ್ಟಿ ಮೆಚ್ಚುಗೆ ವ್ಯಕ್ತಪಡಿಸಿದ (623, 451, 1263, 481)
justice-headline-sub: ಸಾರ್ವಜನಿಕರು ಭ್ರಷ್ಟ ಅಧಿಕಾರಿಗಳನ್ನು ನಾನು ಬಿಡುವುದಿಲ್ಲ: ಜಸ್ಟೀಸ್ ಬಿ ವೀರಪ್ಪ ಆಕ್ರೋಶ (673, 490, 1213, 512)
masthead: ಸಂಜೆವಾಣಿ (610, 43, 770, 95)
column-rule-left (528, 104, 529, 2076)
header-rule (10, 98, 1368, 100)
edition-city: ರಾಯಚೂರು (66, 54, 157, 79)
column-rule-right (1090, 1196, 1091, 2074)
labour-kicker: (ಒಂದನೇ ಪುಟದಿಂದ) (226, 106, 324, 121)
accent-bar-left (10, 8, 19, 2158)
america-headline: ಅಮೆರಿಕ ಸುಂಕ ಕಾನೂನು ಬಾಹಿರ (1123, 1202, 1327, 1264)
event-photo-illustration (661, 529, 1090, 878)
property-headline: ಆಸ್ತಿ ನೋಂದಣಿ ಶುಲ್ಕ ಏರಿಕೆ ಅಶೋಕ್ ಕಿಡಿ (589, 106, 803, 123)
left-divider-3 (25, 1648, 525, 1649)
accent-bar-right (1359, 8, 1368, 2158)
labour-kicker-wrap (25, 104, 525, 122)
satya-headline: ಸತ್ಯಕ್ಕೆ ದೂರ-ಚುಕ್ಕಿ ಶಿವಕುಮಾರ್ (712, 1792, 906, 1813)
advice-headline: ಲೋಕಾಯುಕ್ತರಾದ ಬಿ ವೀರಪ್ಪ ಸಲಹೆ (154, 632, 396, 655)
accent-bar-top (10, 8, 1368, 17)
edition-date: ಶನಿವಾರ 30 ಆಗಸ್ಟ್ 2025 (66, 80, 183, 95)
complaint-headline: ಕಾರಣ ಲೋಕಾಯುಕ್ತರಿಗೆ ದೂರು (173, 1404, 377, 1426)
awareness-photo-illustration (537, 1231, 776, 1540)
left-divider-2 (25, 1398, 525, 1399)
children-headline: ಮಕ್ಕಳ ಹಕ್ಕುಗಳ ರಕ್ಷಣೆಗಾಗಿ ಜಾಗೃತಿ ಕಾರ್ಯಕ್ರಮ (657, 1198, 961, 1220)
section-rule-3 (532, 1786, 1086, 1787)
america-byline: ಸಂಜೆವಾಣಿ ವಾರ್ತೆ (1096, 1272, 1160, 1284)
antipeople-headline: ಜನವಿರೋಧಿ ರಾಜ್ಯ ಸರ್ಕಾರ ಅಶೋಕ್ ಟೀಕೆ (975, 103, 1247, 125)
